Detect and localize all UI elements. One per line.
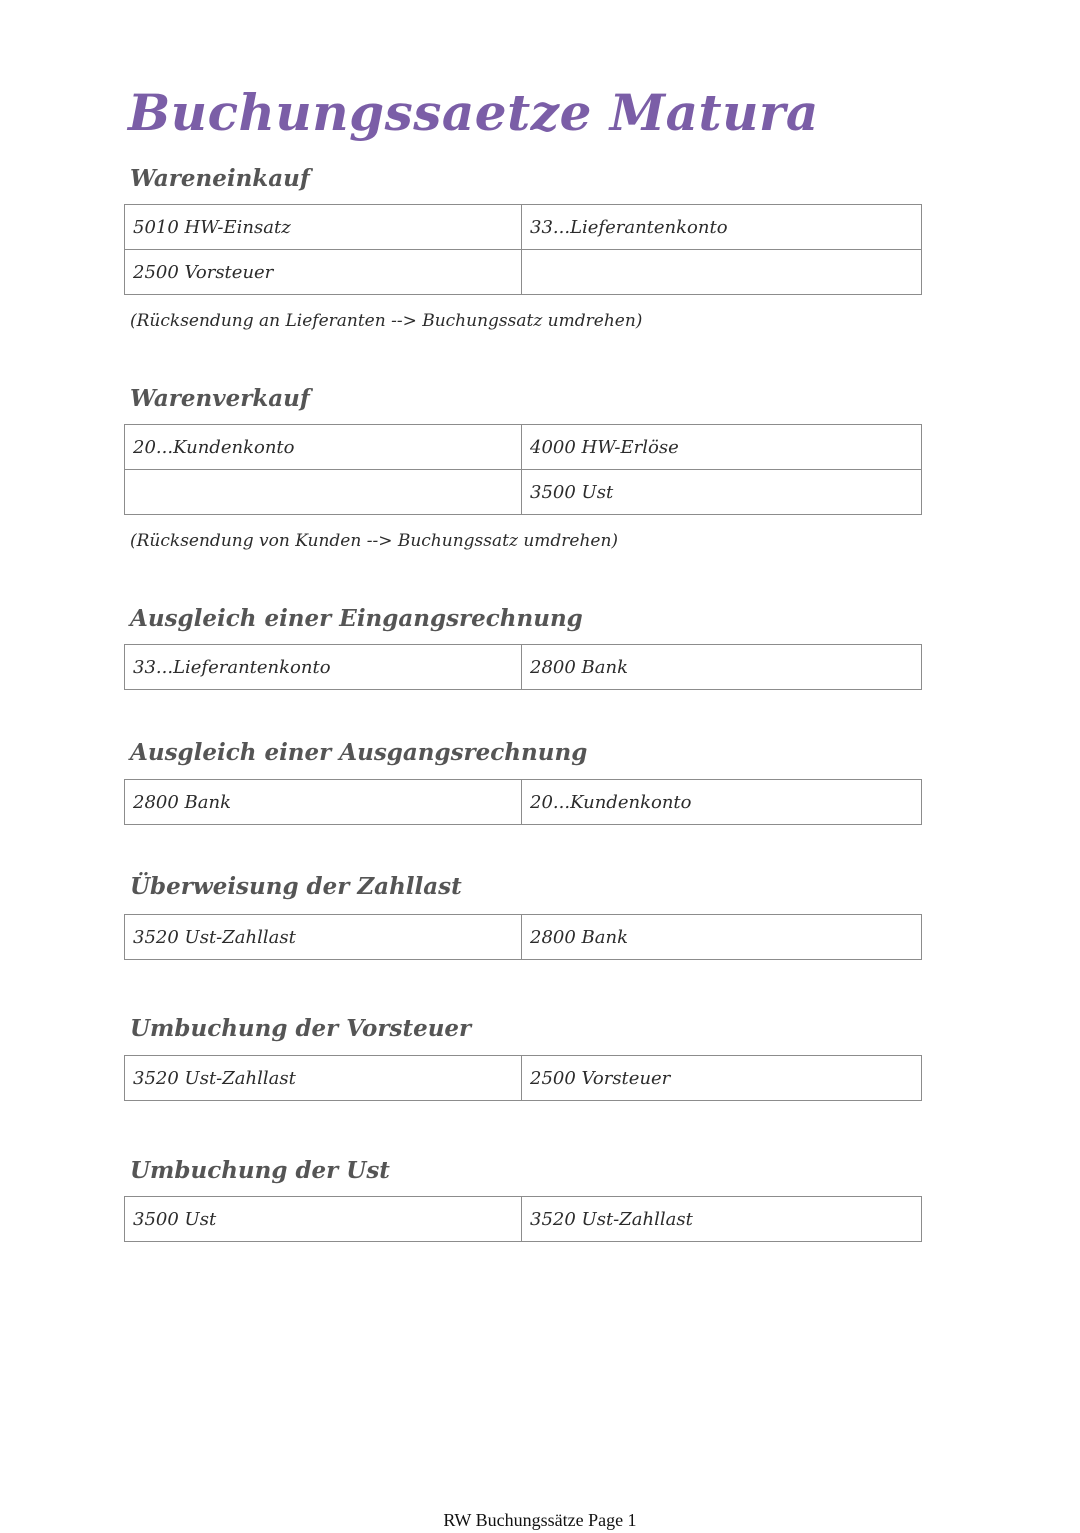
booking-table-warenverkauf	[124, 424, 922, 515]
table-row	[125, 250, 922, 295]
section-heading-ausgangsrechnung: Ausgleich einer Ausgangsrechnung	[130, 739, 588, 766]
debit-cell: 2800 Bank	[125, 780, 522, 825]
credit-cell: 2800 Bank	[522, 645, 922, 690]
table-row	[125, 780, 922, 825]
table-row	[125, 1056, 922, 1101]
booking-table-umbuchung-ust	[124, 1196, 922, 1242]
section-heading-umbuchung-vorsteuer: Umbuchung der Vorsteuer	[130, 1015, 472, 1042]
debit-cell: 20...Kundenkonto	[125, 425, 522, 470]
section-heading-umbuchung-ust: Umbuchung der Ust	[130, 1157, 390, 1184]
debit-cell: 3520 Ust-Zahllast	[125, 1056, 522, 1101]
page-footer: RW Buchungssätze Page 1	[443, 1510, 637, 1530]
debit-cell: 3520 Ust-Zahllast	[125, 915, 522, 960]
table-row	[125, 645, 922, 690]
section-heading-zahllast: Überweisung der Zahllast	[130, 873, 462, 900]
table-row	[125, 205, 922, 250]
debit-cell: 3500 Ust	[125, 1197, 522, 1242]
booking-table-ausgangsrechnung	[124, 779, 922, 825]
booking-table-zahllast	[124, 914, 922, 960]
table-row	[125, 1197, 922, 1242]
credit-cell: 2500 Vorsteuer	[522, 1056, 922, 1101]
section-heading-warenverkauf: Warenverkauf	[130, 385, 310, 412]
credit-cell: 2800 Bank	[522, 915, 922, 960]
page-title: Buchungssaetze Matura	[128, 83, 819, 142]
note-warenverkauf: (Rücksendung von Kunden --> Buchungssatz umdrehen)	[130, 531, 619, 551]
table-row	[125, 915, 922, 960]
booking-table-wareneinkauf	[124, 204, 922, 295]
section-heading-eingangsrechnung: Ausgleich einer Eingangsrechnung	[130, 605, 583, 632]
credit-cell: 3500 Ust	[522, 470, 922, 515]
table-row	[125, 425, 922, 470]
credit-cell: 33...Lieferantenkonto	[522, 205, 922, 250]
debit-cell: 33...Lieferantenkonto	[125, 645, 522, 690]
booking-table-eingangsrechnung	[124, 644, 922, 690]
credit-cell: 20...Kundenkonto	[522, 780, 922, 825]
section-heading-wareneinkauf: Wareneinkauf	[130, 165, 310, 192]
table-row	[125, 470, 922, 515]
credit-cell	[522, 250, 922, 295]
debit-cell: 2500 Vorsteuer	[125, 250, 522, 295]
debit-cell	[125, 470, 522, 515]
credit-cell: 4000 HW-Erlöse	[522, 425, 922, 470]
booking-table-umbuchung-vorsteuer	[124, 1055, 922, 1101]
debit-cell: 5010 HW-Einsatz	[125, 205, 522, 250]
credit-cell: 3520 Ust-Zahllast	[522, 1197, 922, 1242]
note-wareneinkauf: (Rücksendung an Lieferanten --> Buchungssatz umdrehen)	[130, 311, 643, 331]
